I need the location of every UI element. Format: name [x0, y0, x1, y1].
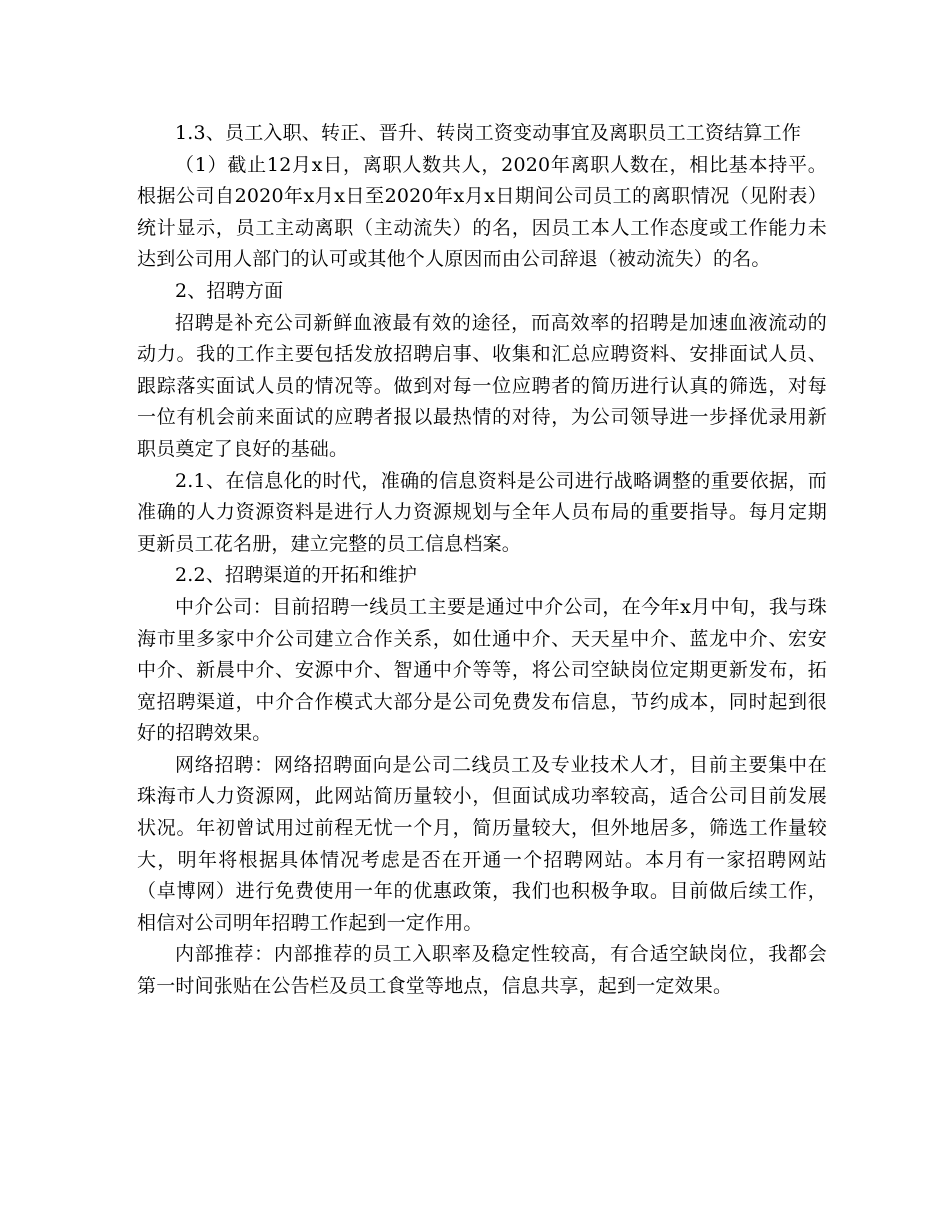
section-heading-recruitment: 2、招聘方面: [175, 279, 284, 302]
paragraph-internal-referral: 内部推荐：内部推荐的员工入职率及稳定性较高，有合适空缺岗位，我都会第一时间张贴在公告栏及员工食堂等地点，信息共享，起到一定效果。: [137, 943, 827, 998]
paragraph-online-recruitment: 网络招聘：网络招聘面向是公司二线员工及专业技术人才，目前主要集中在珠海市人力资源网，此网站简历量较小，但面试成功率较高，适合公司目前发展状况。年初曾试用过前程无忧一个月，简历量较大，但外地居多，筛选工作量较大，明年将根据具体情况考虑是否在开通一个招聘网站。本月有一家招聘网站（卓博网）进行免费使用一年的优惠政策，我们也积极争取。目前做后续工作，相信对公司明年招聘工作起到一定作用。: [137, 753, 827, 934]
section-heading-2-2-channels: 2.2、招聘渠道的开拓和维护: [175, 564, 418, 587]
document-body: [137, 118, 827, 1003]
paragraph-recruitment-intro: 招聘是补充公司新鲜血液最有效的途径，而高效率的招聘是加速血液流动的动力。我的工作主要包括发放招聘启事、收集和汇总应聘资料、安排面试人员、跟踪落实面试人员的情况等。做到对每一位应聘者的简历进行认真的筛选，对每一位有机会前来面试的应聘者报以最热情的对待，为公司领导进一步择优录用新职员奠定了良好的基础。: [137, 311, 827, 460]
paragraph-resignation-stats: （1）截止12月x日，离职人数共人，2020年离职人数在，相比基本持平。根据公司自2020年x月x日至2020年x月x日期间公司员工的离职情况（见附表）统计显示，员工主动离职（主动流失）的名，因员工本人工作态度或工作能力未达到公司用人部门的认可或其他个人原因而由公司辞退（被动流失）的名。: [137, 153, 827, 271]
paragraph-2-1-information: 2.1、在信息化的时代，准确的信息资料是公司进行战略调整的重要依据，而准确的人力资源资料是进行人力资源规划与全年人员布局的重要指导。每月定期更新员工花名册，建立完整的员工信息档案。: [137, 469, 827, 555]
section-heading-1-3: 1.3、员工入职、转正、晋升、转岗工资变动事宜及离职员工工资结算工作: [175, 122, 802, 144]
paragraph-agency-recruitment: 中介公司：目前招聘一线员工主要是通过中介公司，在今年x月中旬，我与珠海市里多家中介公司建立合作关系，如仕通中介、天天星中介、蓝龙中介、宏安中介、新晨中介、安源中介、智通中介等等，将公司空缺岗位定期更新发布，拓宽招聘渠道，中介合作模式大部分是公司免费发布信息，节约成本，同时起到很好的招聘效果。: [137, 595, 827, 745]
